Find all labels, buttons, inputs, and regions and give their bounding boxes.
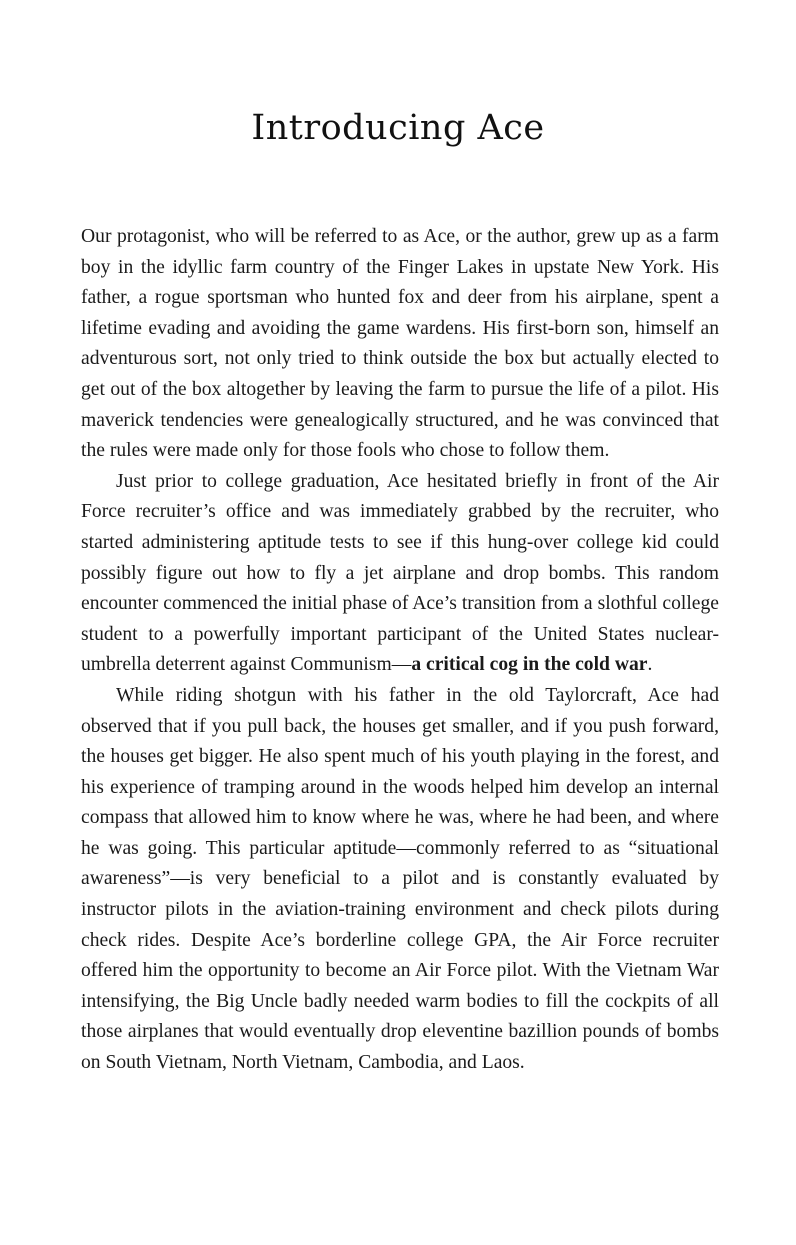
paragraph-1: Our protagonist, who will be referred to as Ace, or the author, grew up as a farm boy in the idyllic farm country of the Finger Lakes in upstate New York. His father, a rogue sportsman who hunted fox and deer from his airplane, spent a lifetime evading and avoiding the game wardens. His first-born son, himself an adventurous sort, not only tried to think outside the box but actually elected to get out of the box altogether by leaving the farm to pursue the life of a pilot. His maverick tendencies were genealogically structured, and he was convinced that the rules were made only for those fools who chose to follow them.	[81, 226, 719, 462]
paragraph-3: While riding shotgun with his father in the old Taylorcraft, Ace had observed that if you pull back, the houses get smaller, and if you push forward, the houses get bigger. He also spent much of his youth playing in the forest, and his experience of tramping around in the woods helped him develop an internal compass that allowed him to know where he was, where he had been, and where he was going. This particular aptitude—commonly referred to as “situational awareness”—is very beneficial to a pilot and is constantly evaluated by instructor pilots in the aviation-training environment and check pilots during check rides. Despite Ace’s borderline college GPA, the Air Force recruiter offered him the opportunity to become an Air Force pilot. With the Vietnam War intensifying, the Big Uncle badly needed warm bodies to fill the cockpits of all those airplanes that would eventually drop eleventine bazillion pounds of bombs on South Vietnam, North Vietnam, Cambodia, and Laos.	[81, 684, 719, 1074]
paragraph-2	[81, 467, 719, 681]
paragraph-2-emphasis: a critical cog in the cold war	[411, 654, 648, 676]
chapter-title: Introducing Ace	[251, 108, 545, 148]
paragraph-2-end: .	[647, 654, 653, 676]
chapter-body	[81, 222, 719, 1079]
paragraph-2-text: Just prior to college graduation, Ace hesitated briefly in front of the Air Force recruiter’s office and was immediately grabbed by the recruiter, who started administering aptitude tests to see if this hung-over college kid could possibly figure out how to fly a jet airplane and drop bombs. This random encounter commenced the initial phase of Ace’s transition from a slothful college student to a powerfully important participant of the United States nuclear-umbrella deterrent against Communism—	[81, 470, 719, 676]
